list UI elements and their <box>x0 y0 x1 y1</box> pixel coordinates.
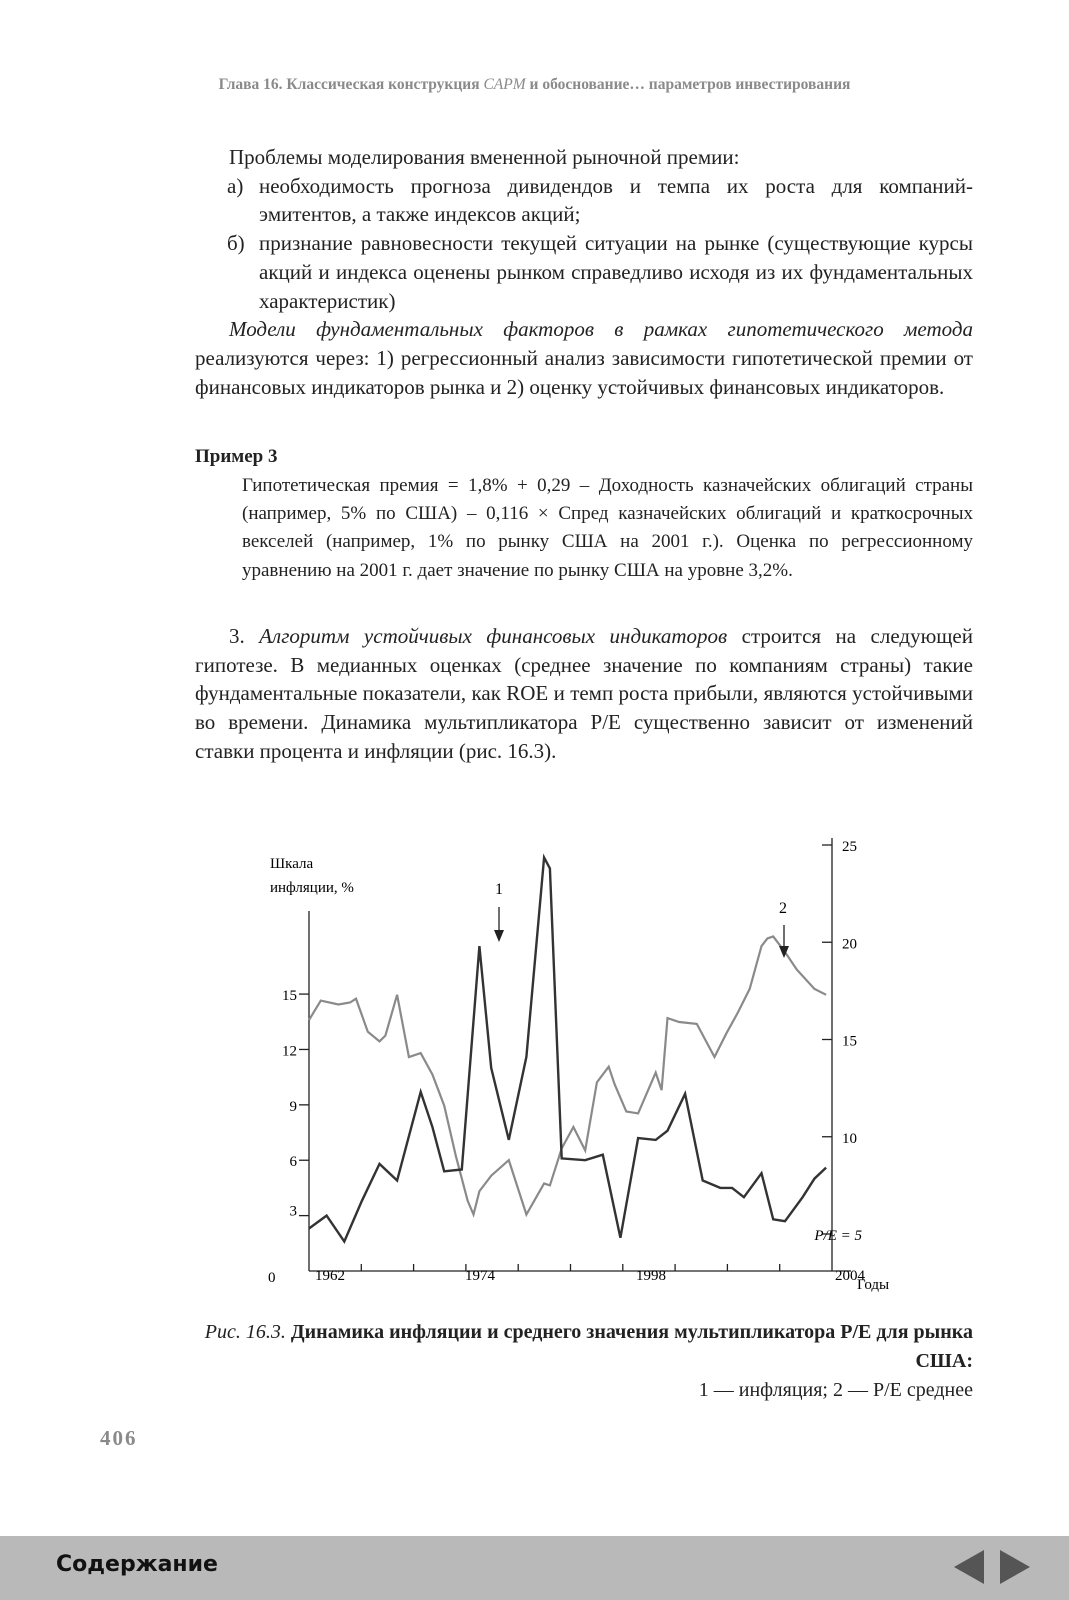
left-tick-0: 0 <box>268 1270 276 1286</box>
right-tick-label: P/E = 5 <box>814 1228 862 1244</box>
x-tick-label: 2004 <box>835 1268 865 1284</box>
list-item-a: а) необходимость прогноза дивидендов и темпа их роста для компаний-эмитентов, а также индексов акций; <box>227 173 973 227</box>
right-tick-label: 25 <box>842 839 857 855</box>
series-pe-line <box>309 936 826 1214</box>
right-tick-label: 15 <box>842 1033 857 1050</box>
x-tick-label: 1974 <box>465 1268 495 1284</box>
footer-bar <box>0 1536 1069 1600</box>
right-tick-label: 10 <box>842 1130 857 1147</box>
contents-link[interactable]: Содержание <box>56 1552 218 1577</box>
left-axis-title-2: инфляции, % <box>270 880 354 896</box>
x-tick-label: 1998 <box>636 1268 666 1284</box>
running-header: Глава 16. Классическая конструкция CAPM и обоснование… параметров инвестирования <box>218 76 851 93</box>
models-paragraph: Модели фундаментальных факторов в рамках гипотетического метода реализуются через: 1) регрессионный анализ зависимости гипотетической премии от финансовых индикаторов рынка и 2) оценку устойчивых финансовых индикаторов. <box>195 317 973 399</box>
left-tick-label: 9 <box>289 1098 297 1115</box>
triangle-right-icon[interactable] <box>1000 1550 1030 1584</box>
left-tick-label: 6 <box>289 1154 297 1171</box>
triangle-left-icon[interactable] <box>954 1550 984 1584</box>
figure-legend: 1 — инфляция; 2 — P/E среднее <box>698 1379 973 1401</box>
problems-intro: Проблемы моделирования вмененной рыночной премии: <box>229 145 740 169</box>
left-tick-label: 3 <box>289 1203 297 1220</box>
annotation-2-label: 2 <box>779 900 787 917</box>
list-item-b: б) признание равновесности текущей ситуации на рынке (существующие курсы акций и индекса оценены рынком справедливо исходя из их фундаментальных характеристик) <box>227 231 973 313</box>
left-tick-label: 15 <box>282 988 297 1005</box>
algo-paragraph: 3. Алгоритм устойчивых финансовых индикаторов строится на следующей гипотезе. В медианных оценках (среднее значение по компаниям страны) такие фундаментальные показатели, как ROE и темп роста прибыли, являются устойчивыми во времени. Динамика мультипликатора P/E существенно зависит от изменений ставки процента и инфляции (рис. 16.3). <box>195 624 973 763</box>
example-title: Пример 3 <box>195 446 278 467</box>
series-inflation-line <box>309 858 826 1242</box>
example-text: Гипотетическая премия = 1,8% + 0,29 – Доходность казначейских облигаций страны (например, 5% по США) – 0,116 × Спред казначейских облигаций и краткосрочных векселей (например, 1% по рынку США на 2001 г.). Оценка по регрессионному уравнению на 2001 г. дает значение по рынку США на уровне 3,2%. <box>242 475 973 581</box>
page-number: 406 <box>100 1426 138 1450</box>
x-axis-unit: Годы <box>857 1277 890 1293</box>
annotation-1-label: 1 <box>495 881 503 898</box>
figure-caption: Рис. 16.3. Динамика инфляции и среднего значения мультипликатора P/E для рынка США: 1 — инфляция; 2 — P/E среднее <box>195 1318 973 1405</box>
x-tick-label: 1962 <box>315 1268 345 1284</box>
left-axis-title: Шкала <box>270 856 314 872</box>
annotation-1-arrow-icon <box>494 930 504 942</box>
left-tick-label: 12 <box>282 1043 297 1060</box>
right-tick-label: 20 <box>842 936 857 953</box>
